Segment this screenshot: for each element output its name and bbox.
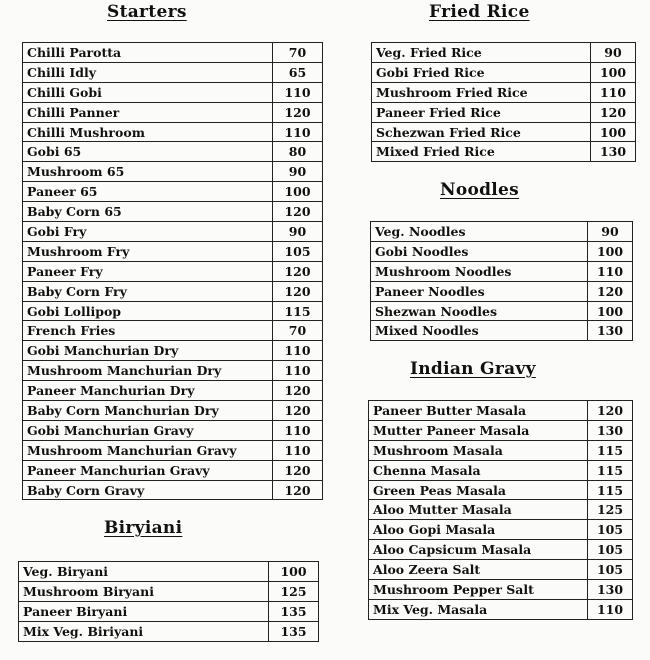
table-row <box>369 520 633 540</box>
table-row <box>23 43 323 63</box>
item-price: 90 <box>591 43 636 63</box>
table-row <box>372 43 636 63</box>
heading-fried-rice: Fried Rice <box>429 2 530 22</box>
item-name: Mutter Paneer Masala <box>369 420 588 440</box>
heading-indian-gravy: Indian Gravy <box>410 359 536 379</box>
item-name: Chenna Masala <box>369 460 588 480</box>
item-name: Schezwan Fried Rice <box>372 122 591 142</box>
table-row <box>369 440 633 460</box>
item-price: 90 <box>273 162 323 182</box>
item-name: Green Peas Masala <box>369 480 588 500</box>
item-name: Gobi 65 <box>23 142 273 162</box>
item-price: 100 <box>269 562 319 582</box>
item-price: 120 <box>273 102 323 122</box>
table-row <box>23 222 323 242</box>
item-name: Aloo Capsicum Masala <box>369 540 588 560</box>
table-row <box>372 122 636 142</box>
table-row <box>372 102 636 122</box>
item-price: 65 <box>273 62 323 82</box>
table-starters <box>22 42 323 500</box>
item-price: 130 <box>588 420 633 440</box>
item-price: 105 <box>588 540 633 560</box>
item-price: 110 <box>588 261 633 281</box>
table-fried-rice <box>371 42 636 162</box>
table-row <box>372 82 636 102</box>
table-row <box>23 182 323 202</box>
table-row <box>372 62 636 82</box>
table-row <box>369 540 633 560</box>
item-name: Aloo Gopi Masala <box>369 520 588 540</box>
item-name: Mixed Noodles <box>371 321 588 341</box>
item-name: Veg. Noodles <box>371 222 588 242</box>
table-row <box>23 241 323 261</box>
item-name: Paneer Biryani <box>19 601 269 621</box>
item-name: Mushroom Fry <box>23 241 273 261</box>
table-row <box>369 401 633 421</box>
item-price: 135 <box>269 621 319 641</box>
item-name: Chilli Mushroom <box>23 122 273 142</box>
item-name: Gobi Noodles <box>371 241 588 261</box>
item-name: Paneer 65 <box>23 182 273 202</box>
item-name: Paneer Manchurian Gravy <box>23 460 273 480</box>
table-row <box>369 560 633 580</box>
item-price: 120 <box>273 261 323 281</box>
table-row <box>23 102 323 122</box>
table-row <box>372 142 636 162</box>
table-row <box>369 460 633 480</box>
item-price: 115 <box>588 460 633 480</box>
table-row <box>369 480 633 500</box>
item-name: Mushroom Pepper Salt <box>369 580 588 600</box>
item-price: 120 <box>588 401 633 421</box>
item-price: 120 <box>591 102 636 122</box>
item-name: Mushroom Noodles <box>371 261 588 281</box>
item-price: 120 <box>273 381 323 401</box>
item-price: 70 <box>273 321 323 341</box>
item-price: 135 <box>269 601 319 621</box>
item-name: Baby Corn 65 <box>23 202 273 222</box>
item-price: 110 <box>273 420 323 440</box>
item-price: 115 <box>588 480 633 500</box>
item-price: 125 <box>269 581 319 601</box>
table-row <box>23 301 323 321</box>
item-name: Aloo Mutter Masala <box>369 500 588 520</box>
item-price: 90 <box>588 222 633 242</box>
table-row <box>371 261 633 281</box>
item-price: 70 <box>273 43 323 63</box>
table-row <box>23 401 323 421</box>
item-name: Mixed Fried Rice <box>372 142 591 162</box>
item-name: Chilli Gobi <box>23 82 273 102</box>
item-name: Mushroom 65 <box>23 162 273 182</box>
item-name: Chilli Panner <box>23 102 273 122</box>
item-price: 105 <box>588 520 633 540</box>
table-row <box>23 162 323 182</box>
item-name: Baby Corn Gravy <box>23 480 273 500</box>
item-name: Veg. Biryani <box>19 562 269 582</box>
table-row <box>23 480 323 500</box>
table-row <box>23 361 323 381</box>
item-price: 120 <box>273 281 323 301</box>
table-row <box>23 281 323 301</box>
item-name: Mushroom Manchurian Gravy <box>23 440 273 460</box>
item-name: Gobi Manchurian Gravy <box>23 420 273 440</box>
item-name: Gobi Lollipop <box>23 301 273 321</box>
table-row <box>369 580 633 600</box>
table-row <box>19 581 319 601</box>
item-price: 120 <box>273 460 323 480</box>
table-row <box>371 301 633 321</box>
table-biryani <box>18 561 319 642</box>
table-row <box>19 562 319 582</box>
table-indian-gravy <box>368 400 633 620</box>
item-name: Baby Corn Fry <box>23 281 273 301</box>
heading-noodles: Noodles <box>440 180 520 200</box>
item-name: Paneer Manchurian Dry <box>23 381 273 401</box>
table-row <box>23 321 323 341</box>
item-name: Mushroom Manchurian Dry <box>23 361 273 381</box>
table-row <box>23 202 323 222</box>
heading-biryani: Biryiani <box>104 518 183 538</box>
table-row <box>23 440 323 460</box>
item-name: Paneer Noodles <box>371 281 588 301</box>
item-price: 110 <box>273 122 323 142</box>
heading-starters: Starters <box>107 2 187 22</box>
table-row <box>371 281 633 301</box>
item-name: Shezwan Noodles <box>371 301 588 321</box>
table-row <box>23 381 323 401</box>
item-price: 90 <box>273 222 323 242</box>
item-price: 115 <box>588 440 633 460</box>
item-name: Gobi Manchurian Dry <box>23 341 273 361</box>
table-row <box>19 621 319 641</box>
item-name: Chilli Parotta <box>23 43 273 63</box>
item-price: 110 <box>273 82 323 102</box>
table-row <box>23 82 323 102</box>
item-price: 100 <box>588 241 633 261</box>
table-row <box>23 122 323 142</box>
item-price: 100 <box>591 122 636 142</box>
item-name: Gobi Fry <box>23 222 273 242</box>
table-row <box>369 420 633 440</box>
table-row <box>23 341 323 361</box>
table-row <box>23 261 323 281</box>
item-name: Mushroom Masala <box>369 440 588 460</box>
item-price: 110 <box>273 341 323 361</box>
item-name: Mix Veg. Masala <box>369 599 588 619</box>
item-price: 110 <box>591 82 636 102</box>
table-row <box>23 142 323 162</box>
item-price: 105 <box>588 560 633 580</box>
item-price: 110 <box>273 361 323 381</box>
table-row <box>371 321 633 341</box>
table-row <box>371 222 633 242</box>
item-name: Paneer Fry <box>23 261 273 281</box>
item-price: 80 <box>273 142 323 162</box>
item-name: Mix Veg. Biriyani <box>19 621 269 641</box>
item-price: 110 <box>588 599 633 619</box>
item-price: 120 <box>273 401 323 421</box>
item-price: 130 <box>588 321 633 341</box>
item-price: 110 <box>273 440 323 460</box>
item-name: Chilli Idly <box>23 62 273 82</box>
table-noodles <box>370 221 633 341</box>
item-price: 100 <box>591 62 636 82</box>
item-name: Veg. Fried Rice <box>372 43 591 63</box>
table-row <box>369 500 633 520</box>
item-price: 115 <box>273 301 323 321</box>
item-name: Aloo Zeera Salt <box>369 560 588 580</box>
item-price: 105 <box>273 241 323 261</box>
table-row <box>19 601 319 621</box>
item-name: Mushroom Fried Rice <box>372 82 591 102</box>
item-name: Paneer Fried Rice <box>372 102 591 122</box>
item-price: 130 <box>591 142 636 162</box>
item-price: 120 <box>273 480 323 500</box>
item-price: 100 <box>588 301 633 321</box>
item-name: French Fries <box>23 321 273 341</box>
item-price: 100 <box>273 182 323 202</box>
table-row <box>369 599 633 619</box>
item-price: 130 <box>588 580 633 600</box>
item-name: Paneer Butter Masala <box>369 401 588 421</box>
item-price: 125 <box>588 500 633 520</box>
table-row <box>23 460 323 480</box>
table-row <box>23 62 323 82</box>
item-name: Mushroom Biryani <box>19 581 269 601</box>
item-name: Baby Corn Manchurian Dry <box>23 401 273 421</box>
item-price: 120 <box>273 202 323 222</box>
table-row <box>371 241 633 261</box>
item-price: 120 <box>588 281 633 301</box>
table-row <box>23 420 323 440</box>
item-name: Gobi Fried Rice <box>372 62 591 82</box>
